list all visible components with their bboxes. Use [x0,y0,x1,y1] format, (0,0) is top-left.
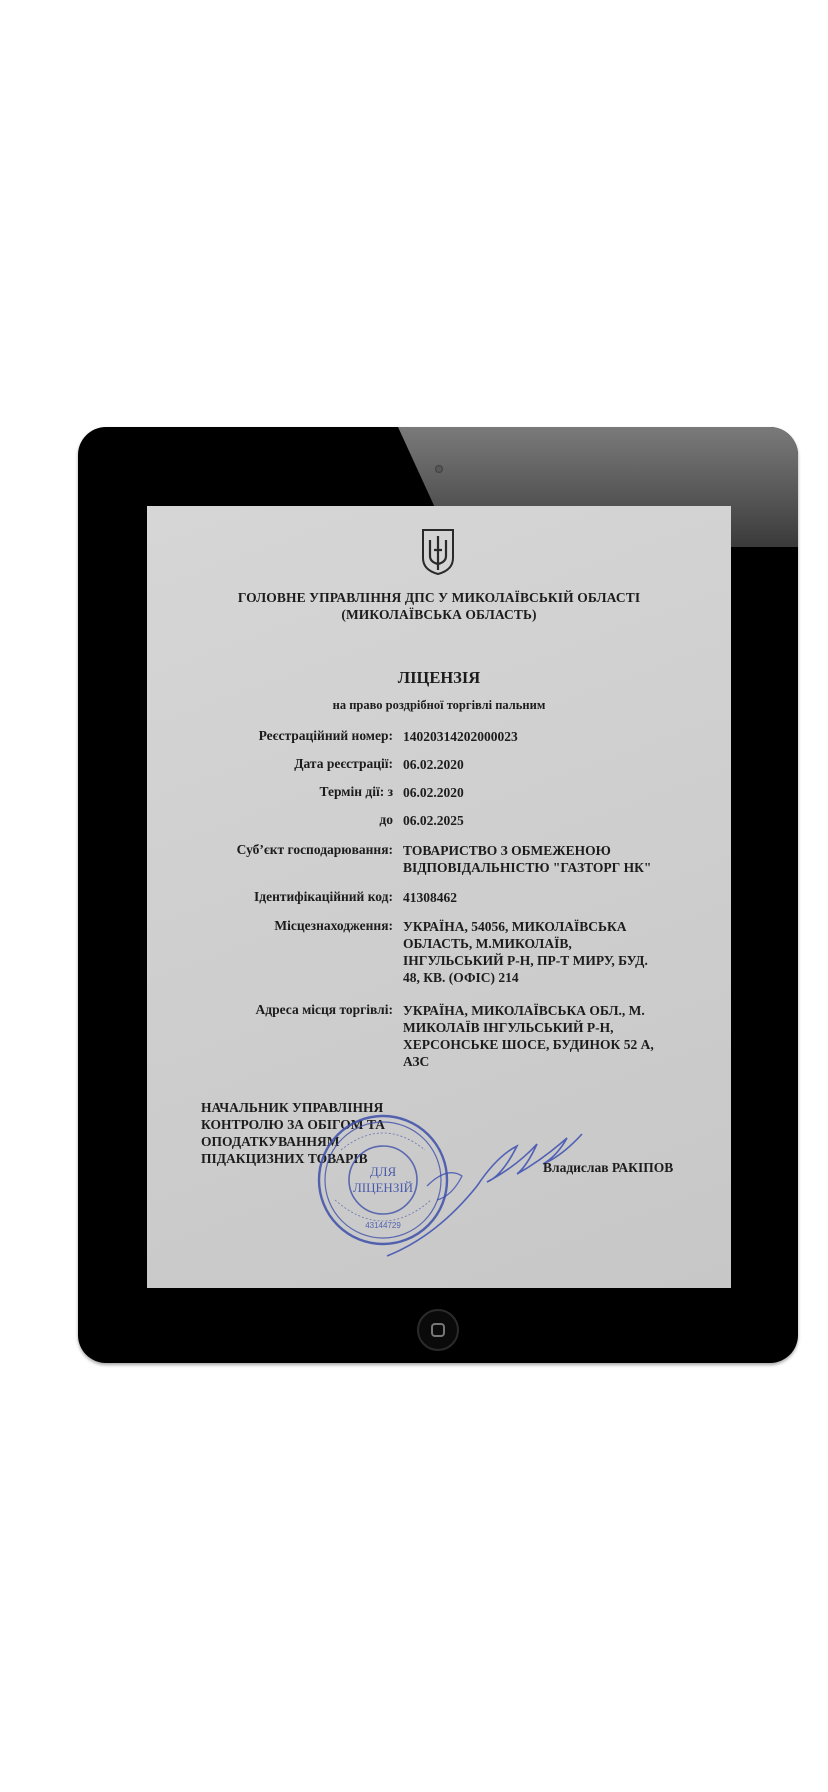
field-label-registration-date: Дата реєстрації: [294,756,393,771]
signature [367,1116,587,1266]
field-label-identification-code: Ідентифікаційний код: [254,889,393,904]
authority-name: ГОЛОВНЕ УПРАВЛІННЯ ДПС У МИКОЛАЇВСЬКІЙ ОБЛАСТІ [237,590,641,605]
value-line: ОБЛАСТЬ, М.МИКОЛАЇВ, [403,936,572,951]
value-line: УКРАЇНА, МИКОЛАЇВСЬКА ОБЛ., М. [403,1003,645,1018]
home-square-icon [431,1323,445,1337]
field-label-location: Місцезнаходження: [274,918,393,933]
value-line: АЗС [403,1054,430,1069]
value-line: ВІДПОВІДАЛЬНІСТЮ "ГАЗТОРГ НК" [403,860,652,875]
tablet-device [78,427,798,1363]
value-line: ІНГУЛЬСЬКИЙ Р-Н, ПР-Т МИРУ, БУД. [403,953,648,968]
authority-region: (МИКОЛАЇВСЬКА ОБЛАСТЬ) [341,607,537,622]
field-label-valid-from: Термін дії: з [319,784,393,799]
field-value-valid-to: 06.02.2025 [403,813,464,828]
document-title: ЛІЦЕНЗІЯ [397,668,481,687]
svg-text:ЛІЦЕНЗІЙ: ЛІЦЕНЗІЙ [352,1180,414,1195]
field-label-business-entity: Суб’єкт господарювання: [236,842,393,857]
official-title-line: ПІДАКЦИЗНИХ ТОВАРІВ [201,1151,368,1166]
document-subtitle: на право роздрібної торгівлі пальним [332,698,546,712]
field-label-trade-address: Адреса місця торгівлі: [255,1002,393,1017]
license-document [147,506,731,1288]
field-value-trade-address [403,1002,703,1070]
value-line: УКРАЇНА, 54056, МИКОЛАЇВСЬКА [403,919,627,934]
value-line: ХЕРСОНСЬКЕ ШОСЕ, БУДИНОК 52 А, [403,1037,654,1052]
svg-text:43144729: 43144729 [365,1221,401,1230]
official-title-line: НАЧАЛЬНИК УПРАВЛІННЯ [201,1100,384,1115]
value-line: МИКОЛАЇВ ІНГУЛЬСЬКИЙ Р-Н, [403,1020,614,1035]
field-value-business-entity [403,842,703,876]
field-label-valid-to: до [379,812,393,827]
official-title-line: ОПОДАТКУВАННЯМ [201,1134,340,1149]
signer-name: Владислав РАКІПОВ [543,1160,674,1175]
field-value-identification-code: 41308462 [403,890,457,905]
field-value-registration-date: 06.02.2020 [403,757,464,772]
home-button-icon[interactable] [417,1309,459,1351]
value-line: ТОВАРИСТВО З ОБМЕЖЕНОЮ [403,843,611,858]
camera-icon [435,465,443,473]
trident-icon [421,528,455,576]
official-title-line: КОНТРОЛЮ ЗА ОБІГОМ ТА [201,1117,385,1132]
field-value-valid-from: 06.02.2020 [403,785,464,800]
field-label-registration-number: Реєстраційний номер: [258,728,393,743]
field-value-location [403,918,703,986]
svg-text:ДЛЯ: ДЛЯ [369,1164,397,1179]
field-value-registration-number: 14020314202000023 [403,729,518,744]
value-line: 48, КВ. (ОФІС) 214 [403,970,519,985]
